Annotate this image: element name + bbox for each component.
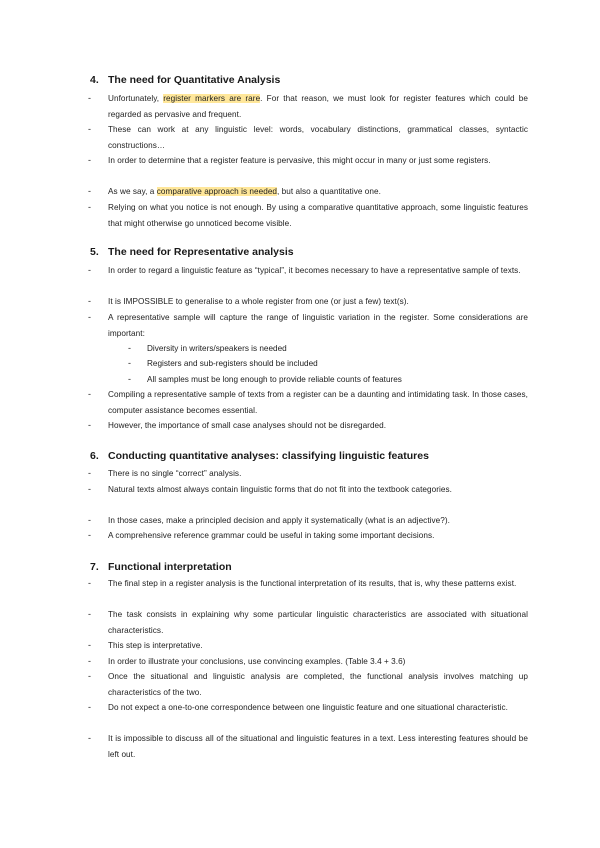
bullet-dash: - [88,609,91,619]
highlighted-text: register markers are rare [163,94,261,103]
list-item-text: In order to regard a linguistic feature as “typical”, it becomes necessary to have a representative sample of texts. [108,266,521,275]
bullet-dash: - [88,530,91,540]
bullet-dash: - [88,733,91,743]
list-item-text: A representative sample will capture the range of linguistic variation in the register. Some considerations are important: [108,313,528,338]
list-item-text: It is impossible to discuss all of the situational and linguistic features in a text. Less interesting features should be left out. [108,734,528,759]
section-number: 7. [90,561,99,573]
list-item-text: However, the importance of small case analyses should not be disregarded. [108,421,387,430]
section-4-heading [90,73,280,87]
list-item-text: In those cases, make a principled decision and apply it systematically (what is an adjective?). [108,516,450,525]
bullet-dash: - [88,312,91,322]
sub-list-item-text: Registers and sub-registers should be included [147,359,318,368]
list-item-text: As we say, a comparative approach is needed, but also a quantitative one. [108,187,381,196]
bullet-dash: - [88,389,91,399]
list-item-text: Once the situational and linguistic analysis are completed, the functional analysis involves matching up characteristics of the two. [108,672,528,697]
list-item-text: Compiling a representative sample of texts from a register can be a daunting and intimidating task. In those cases, computer assistance becomes essential. [108,390,528,415]
bullet-dash: - [128,343,131,353]
list-item-text: It is IMPOSSIBLE to generalise to a whole register from one (or just a few) text(s). [108,297,409,306]
section-number: 6. [90,450,99,462]
bullet-dash: - [128,358,131,368]
bullet-dash: - [88,640,91,650]
list-item-text: Relying on what you notice is not enough. By using a comparative quantitative approach, some linguistic features that might otherwise go unnoticed become visible. [108,203,528,228]
bullet-dash: - [88,265,91,275]
bullet-dash: - [128,374,131,384]
section-title: Functional interpretation [108,561,232,573]
list-item-text: There is no single “correct” analysis. [108,469,242,478]
bullet-dash: - [88,484,91,494]
section-7-heading [90,560,232,574]
bullet-dash: - [88,671,91,681]
highlighted-text: comparative approach is needed [156,187,278,196]
sub-list-item-text: All samples must be long enough to provide reliable counts of features [147,375,402,384]
list-item-text: Unfortunately, register markers are rare. For that reason, we must look for register features which could be regarded as pervasive and frequent. [108,94,528,119]
list-item-text: In order to illustrate your conclusions, use convincing examples. (Table 3.4 + 3.6) [108,657,406,666]
list-item-text: The final step in a register analysis is the functional interpretation of its results, that is, why these patterns exist. [108,579,517,588]
sub-list-item-text: Diversity in writers/speakers is needed [147,344,287,353]
bullet-dash: - [88,296,91,306]
bullet-dash: - [88,155,91,165]
bullet-dash: - [88,578,91,588]
list-item-text: A comprehensive reference grammar could be useful in taking some important decisions. [108,531,435,540]
bullet-dash: - [88,186,91,196]
list-item-text: In order to determine that a register feature is pervasive, this might occur in many or just some registers. [108,156,491,165]
bullet-dash: - [88,202,91,212]
list-item-text: Do not expect a one-to-one correspondence between one linguistic feature and one situational characteristic. [108,703,509,712]
section-number: 4. [90,74,99,86]
bullet-dash: - [88,468,91,478]
bullet-dash: - [88,124,91,134]
list-item-text: These can work at any linguistic level: words, vocabulary distinctions, grammatical classes, syntactic constructions… [108,125,528,150]
list-item-text: The task consists in explaining why some particular linguistic characteristics are associated with situational characteristics. [108,610,528,635]
list-item-text: Natural texts almost always contain linguistic forms that do not fit into the textbook categories. [108,485,452,494]
section-title: The need for Quantitative Analysis [108,74,281,86]
bullet-dash: - [88,656,91,666]
section-number: 5. [90,246,99,258]
section-title: Conducting quantitative analyses: classifying linguistic features [108,450,429,462]
section-title: The need for Representative analysis [108,246,294,258]
section-6-heading [90,449,429,463]
bullet-dash: - [88,93,91,103]
bullet-dash: - [88,702,91,712]
bullet-dash: - [88,515,91,525]
bullet-dash: - [88,420,91,430]
section-5-heading [90,245,294,259]
list-item-text: This step is interpretative. [108,641,203,650]
